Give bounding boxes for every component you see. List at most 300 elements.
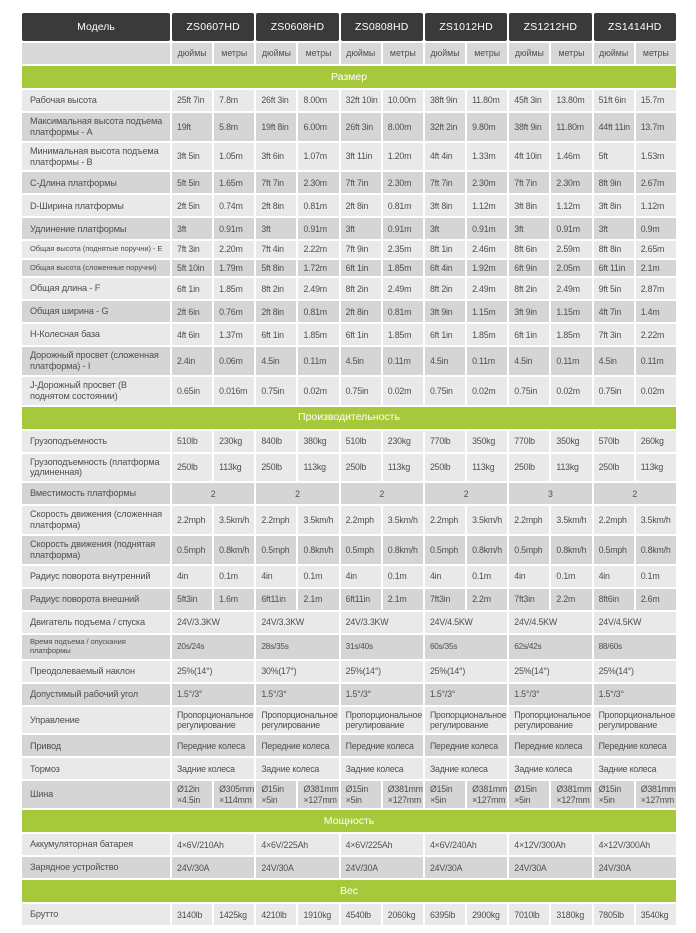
spec-value-meters: 10.00m — [383, 90, 423, 111]
spec-label: Управление — [22, 707, 170, 734]
spec-value-meters: 5.8m — [214, 113, 254, 141]
unit-header-meters: метры — [467, 43, 507, 64]
spec-value-meters: 3180kg — [551, 904, 591, 925]
spec-value-meters: 1.15m — [467, 301, 507, 322]
spec-value-meters: 1.85m — [298, 324, 338, 345]
model-name-header: ZS0607HD — [172, 13, 254, 41]
spec-label: J-Дорожный просвет (В поднятом состоянии) — [22, 377, 170, 405]
spec-value-inches: 4.5in — [425, 347, 465, 375]
spec-value-meters: 0.91m — [298, 218, 338, 239]
spec-value-inches: 2.2mph — [341, 506, 381, 534]
spec-value-inches: 6ft 9in — [509, 260, 549, 276]
spec-value-inches: Ø15in ×5in — [256, 781, 296, 808]
spec-label: Грузоподъемность (платформа удлиненная) — [22, 454, 170, 482]
spec-label: Вместимость платформы — [22, 483, 170, 504]
spec-value-meters: 0.1m — [551, 566, 591, 587]
spec-value-inches: 4.5in — [594, 347, 634, 375]
spec-value-meters: 2.46m — [467, 241, 507, 257]
spec-value: 2 — [341, 483, 423, 504]
spec-value-meters: 2.22m — [298, 241, 338, 257]
spec-value-inches: 0.75in — [256, 377, 296, 405]
spec-value: 24V/30A — [594, 857, 676, 878]
spec-label: Допустимый рабочий угол — [22, 684, 170, 705]
spec-value-meters: 0.1m — [636, 566, 676, 587]
spec-label: Удлинение платформы — [22, 218, 170, 239]
spec-value-meters: 15.7m — [636, 90, 676, 111]
spec-value: Передние колеса — [425, 735, 507, 756]
spec-value: 25%(14°) — [509, 661, 591, 682]
spec-label: C-Длина платформы — [22, 172, 170, 193]
unit-header-meters: метры — [383, 43, 423, 64]
spec-row — [22, 635, 676, 659]
spec-value-inches: 5ft 10in — [172, 260, 212, 276]
spec-value: 4×6V/225Ah — [256, 834, 338, 855]
spec-value-meters: Ø381mm ×127mm — [383, 781, 423, 808]
spec-value-meters: 3.5km/h — [214, 506, 254, 534]
spec-value-inches: 8ft 9in — [594, 172, 634, 193]
spec-row — [22, 506, 676, 534]
unit-header-meters: метры — [551, 43, 591, 64]
spec-value-meters: 0.8km/h — [636, 536, 676, 564]
spec-value-inches: 250lb — [256, 454, 296, 482]
spec-value-meters: 2.30m — [298, 172, 338, 193]
spec-row — [22, 483, 676, 504]
spec-value-inches: 510lb — [172, 431, 212, 452]
spec-value: Пропорциональное регулирование — [425, 707, 507, 734]
spec-value: 4×6V/225Ah — [341, 834, 423, 855]
spec-value-meters: 3.5km/h — [467, 506, 507, 534]
spec-value-meters: 113kg — [551, 454, 591, 482]
spec-value-inches: 3ft — [509, 218, 549, 239]
spec-value-meters: 2.1m — [636, 260, 676, 276]
spec-value: Передние колеса — [256, 735, 338, 756]
spec-value-inches: 3ft 11in — [341, 143, 381, 171]
spec-label: Дорожный просвет (сложенная платформа) - I — [22, 347, 170, 375]
spec-label: Грузоподъемность — [22, 431, 170, 452]
spec-value-meters: 0.02m — [467, 377, 507, 405]
spec-value-inches: 6ft 1in — [256, 324, 296, 345]
spec-value-inches: 3ft 8in — [594, 195, 634, 216]
spec-value-meters: 0.8km/h — [298, 536, 338, 564]
spec-value-inches: 6395lb — [425, 904, 465, 925]
spec-value-inches: 3ft — [341, 218, 381, 239]
spec-value: Задние колеса — [172, 758, 254, 779]
spec-value-meters: 2.87m — [636, 278, 676, 299]
spec-value-inches: 4in — [256, 566, 296, 587]
spec-value-inches: 3ft 5in — [172, 143, 212, 171]
spec-value-inches: 44ft 11in — [594, 113, 634, 141]
spec-value-inches: 770lb — [509, 431, 549, 452]
spec-value-meters: 0.81m — [298, 301, 338, 322]
spec-value: 24V/3.3KW — [341, 612, 423, 633]
spec-value: 24V/30A — [425, 857, 507, 878]
spec-row — [22, 90, 676, 111]
spec-value: 1.5°/3° — [341, 684, 423, 705]
spec-value-meters: 0.02m — [298, 377, 338, 405]
spec-value-inches: 3ft 9in — [509, 301, 549, 322]
spec-value-inches: 32ft 10in — [341, 90, 381, 111]
spec-value-inches: 7ft3in — [509, 589, 549, 610]
spec-value-meters: 1.72m — [298, 260, 338, 276]
spec-value-meters: 13.80m — [551, 90, 591, 111]
spec-value-meters: 0.11m — [298, 347, 338, 375]
spec-value-meters: 0.81m — [383, 195, 423, 216]
spec-row — [22, 781, 676, 808]
spec-value: 4×6V/240Ah — [425, 834, 507, 855]
spec-value-meters: 3.5km/h — [298, 506, 338, 534]
spec-value-meters: 2.1m — [298, 589, 338, 610]
spec-value-inches: 38ft 9in — [509, 113, 549, 141]
spec-value-inches: 6ft 1in — [172, 278, 212, 299]
spec-value-meters: 1.33m — [467, 143, 507, 171]
spec-value-meters: 350kg — [467, 431, 507, 452]
spec-value-inches: Ø12in ×4.5in — [172, 781, 212, 808]
spec-value-meters: 0.9m — [636, 218, 676, 239]
spec-value-meters: 0.06m — [214, 347, 254, 375]
spec-value-meters: 0.1m — [214, 566, 254, 587]
spec-row — [22, 241, 676, 257]
spec-value-inches: 0.75in — [341, 377, 381, 405]
spec-value-meters: 0.8km/h — [551, 536, 591, 564]
section-header-row — [22, 407, 676, 429]
spec-value: 24V/4.5KW — [594, 612, 676, 633]
spec-value-inches: 2.2mph — [594, 506, 634, 534]
spec-value-inches: 26ft 3in — [341, 113, 381, 141]
spec-value-inches: 7ft 9in — [341, 241, 381, 257]
spec-value-meters: 1.46m — [551, 143, 591, 171]
spec-row — [22, 113, 676, 141]
spec-value-inches: 4210lb — [256, 904, 296, 925]
spec-value-inches: 2ft 5in — [172, 195, 212, 216]
units-row — [22, 43, 676, 64]
spec-value-inches: 5ft — [594, 143, 634, 171]
spec-value-meters: Ø381mm ×127mm — [551, 781, 591, 808]
spec-label: Шина — [22, 781, 170, 808]
spec-row — [22, 707, 676, 734]
spec-value-inches: 250lb — [341, 454, 381, 482]
spec-value-meters: 1.37m — [214, 324, 254, 345]
spec-value-meters: 113kg — [214, 454, 254, 482]
spec-value-meters: 0.8km/h — [214, 536, 254, 564]
spec-value-meters: 2.20m — [214, 241, 254, 257]
spec-value-inches: 2.4in — [172, 347, 212, 375]
spec-value-meters: 1.6m — [214, 589, 254, 610]
spec-value: Задние колеса — [256, 758, 338, 779]
units-row-spacer — [22, 43, 170, 64]
spec-row — [22, 172, 676, 193]
spec-value-inches: 8ft 2in — [256, 278, 296, 299]
spec-value-meters: 0.11m — [383, 347, 423, 375]
section-header-row — [22, 810, 676, 832]
spec-label: Двигатель подъема / спуска — [22, 612, 170, 633]
spec-value-meters: 0.91m — [551, 218, 591, 239]
spec-value-meters: 2.49m — [383, 278, 423, 299]
spec-value-inches: 4ft 7in — [594, 301, 634, 322]
spec-value: 25%(14°) — [425, 661, 507, 682]
spec-label: Время подъема / опускания платформы — [22, 635, 170, 659]
spec-value-meters: 0.8km/h — [467, 536, 507, 564]
spec-value-meters: 7.8m — [214, 90, 254, 111]
spec-value-meters: 2.30m — [551, 172, 591, 193]
spec-row — [22, 195, 676, 216]
spec-value-inches: 4ft 6in — [172, 324, 212, 345]
spec-value-inches: 9ft 5in — [594, 278, 634, 299]
spec-label: Рабочая высота — [22, 90, 170, 111]
spec-label: Радиус поворота внутренний — [22, 566, 170, 587]
spec-value-meters: 2900kg — [467, 904, 507, 925]
spec-value-inches: 3140lb — [172, 904, 212, 925]
model-name-header: ZS0808HD — [341, 13, 423, 41]
spec-value-inches: 7010lb — [509, 904, 549, 925]
spec-value-inches: 4in — [172, 566, 212, 587]
spec-value: Задние колеса — [509, 758, 591, 779]
spec-value-inches: 2.2mph — [256, 506, 296, 534]
model-header-row — [22, 13, 676, 41]
spec-row — [22, 904, 676, 925]
spec-row — [22, 431, 676, 452]
spec-label: Скорость движения (сложенная платформа) — [22, 506, 170, 534]
unit-header-inches: дюймы — [425, 43, 465, 64]
spec-value: 2 — [594, 483, 676, 504]
spec-label: D-Ширина платформы — [22, 195, 170, 216]
spec-value-inches: 6ft11in — [341, 589, 381, 610]
spec-value: 20s/24s — [172, 635, 254, 659]
spec-value-meters: 1.92m — [467, 260, 507, 276]
unit-header-inches: дюймы — [172, 43, 212, 64]
spec-value-inches: 6ft 1in — [341, 260, 381, 276]
spec-value: Пропорциональное регулирование — [509, 707, 591, 734]
spec-value-inches: 8ft 8in — [594, 241, 634, 257]
spec-value-inches: 4.5in — [256, 347, 296, 375]
section-header: Мощность — [22, 810, 676, 832]
spec-value-meters: 0.81m — [298, 195, 338, 216]
spec-value-inches: 6ft 1in — [341, 324, 381, 345]
spec-value-meters: 260kg — [636, 431, 676, 452]
spec-value-inches: 8ft 2in — [341, 278, 381, 299]
spec-value-meters: 1.12m — [636, 195, 676, 216]
spec-value-meters: 0.11m — [636, 347, 676, 375]
spec-value-meters: 0.11m — [551, 347, 591, 375]
spec-value-inches: Ø15in ×5in — [341, 781, 381, 808]
unit-header-meters: метры — [298, 43, 338, 64]
spec-value-meters: 1.85m — [551, 324, 591, 345]
spec-label: Тормоз — [22, 758, 170, 779]
spec-value: 60s/35s — [425, 635, 507, 659]
spec-value: Передние колеса — [509, 735, 591, 756]
spec-value-meters: 1425kg — [214, 904, 254, 925]
spec-value-meters: 230kg — [214, 431, 254, 452]
spec-value: 24V/30A — [256, 857, 338, 878]
spec-value-meters: 13.7m — [636, 113, 676, 141]
spec-label: Максимальная высота подъема платформы - A — [22, 113, 170, 141]
spec-value-inches: 0.5mph — [425, 536, 465, 564]
spec-value-inches: 25ft 7in — [172, 90, 212, 111]
spec-value: 25%(14°) — [172, 661, 254, 682]
spec-value-meters: 1.07m — [298, 143, 338, 171]
spec-value-inches: 3ft — [425, 218, 465, 239]
spec-value-meters: 0.8km/h — [383, 536, 423, 564]
spec-row — [22, 857, 676, 878]
spec-value-inches: 7ft 7in — [256, 172, 296, 193]
spec-value-meters: 113kg — [298, 454, 338, 482]
spec-value-meters: 1.85m — [383, 324, 423, 345]
spec-value-meters: 1.15m — [551, 301, 591, 322]
spec-value-meters: 1.12m — [551, 195, 591, 216]
spec-value-meters: 2.35m — [383, 241, 423, 257]
spec-value-inches: 6ft 4in — [425, 260, 465, 276]
spec-label: Скорость движения (поднятая платформа) — [22, 536, 170, 564]
spec-row — [22, 758, 676, 779]
spec-value-inches: 840lb — [256, 431, 296, 452]
spec-value-inches: 7ft 4in — [256, 241, 296, 257]
spec-value-inches: 3ft — [594, 218, 634, 239]
spec-value: 2 — [256, 483, 338, 504]
spec-value-inches: 3ft — [172, 218, 212, 239]
spec-value-inches: 19ft — [172, 113, 212, 141]
spec-value-inches: 4ft 10in — [509, 143, 549, 171]
spec-value-inches: 250lb — [425, 454, 465, 482]
spec-value: 4×12V/300Ah — [509, 834, 591, 855]
spec-value-inches: 45ft 3in — [509, 90, 549, 111]
spec-value: 25%(14°) — [341, 661, 423, 682]
spec-value-inches: 510lb — [341, 431, 381, 452]
spec-value-inches: 250lb — [594, 454, 634, 482]
spec-value-meters: 0.91m — [467, 218, 507, 239]
spec-row — [22, 536, 676, 564]
spec-value-meters: 2.59m — [551, 241, 591, 257]
spec-value-meters: 2.30m — [383, 172, 423, 193]
spec-value-meters: 1.4m — [636, 301, 676, 322]
spec-value-meters: 2.2m — [467, 589, 507, 610]
spec-value-meters: 1.85m — [467, 324, 507, 345]
spec-value-meters: 1.05m — [214, 143, 254, 171]
spec-value-inches: 6ft11in — [256, 589, 296, 610]
spec-value: 24V/4.5KW — [425, 612, 507, 633]
spec-value: 25%(14°) — [594, 661, 676, 682]
spec-value: 30%(17°) — [256, 661, 338, 682]
spec-value: Задние колеса — [594, 758, 676, 779]
spec-value-inches: 8ft6in — [594, 589, 634, 610]
spec-value-inches: 2ft 8in — [341, 301, 381, 322]
spec-value-meters: 230kg — [383, 431, 423, 452]
unit-header-meters: метры — [214, 43, 254, 64]
spec-value-inches: 51ft 6in — [594, 90, 634, 111]
spec-value-inches: 32ft 2in — [425, 113, 465, 141]
spec-value-inches: 5ft 5in — [172, 172, 212, 193]
spec-table — [20, 11, 678, 927]
spec-value-meters: 2.2m — [551, 589, 591, 610]
spec-value-meters: 2060kg — [383, 904, 423, 925]
spec-value: Пропорциональное регулирование — [341, 707, 423, 734]
spec-value-inches: 7ft 7in — [425, 172, 465, 193]
spec-value-inches: 2.2mph — [509, 506, 549, 534]
spec-value-meters: 2.49m — [551, 278, 591, 299]
spec-value-meters: 0.91m — [214, 218, 254, 239]
spec-value-inches: 0.75in — [509, 377, 549, 405]
spec-value-meters: Ø381mm ×127mm — [636, 781, 676, 808]
unit-header-inches: дюймы — [594, 43, 634, 64]
spec-value-inches: 19ft 8in — [256, 113, 296, 141]
section-header-row — [22, 66, 676, 88]
spec-value: 24V/3.3KW — [256, 612, 338, 633]
spec-value: 2 — [425, 483, 507, 504]
spec-value: 31s/40s — [341, 635, 423, 659]
spec-value-inches: 0.5mph — [256, 536, 296, 564]
model-name-header: ZS0608HD — [256, 13, 338, 41]
spec-value-meters: 0.1m — [467, 566, 507, 587]
spec-label: Брутто — [22, 904, 170, 925]
spec-value-inches: 5ft 8in — [256, 260, 296, 276]
spec-value-meters: Ø305mm ×114mm — [214, 781, 254, 808]
spec-value-inches: 3ft 8in — [425, 195, 465, 216]
spec-value: 3 — [509, 483, 591, 504]
spec-value-meters: 3540kg — [636, 904, 676, 925]
spec-row — [22, 260, 676, 276]
spec-value-inches: 7ft 7in — [341, 172, 381, 193]
spec-value: 4×12V/300Ah — [594, 834, 676, 855]
spec-value-inches: 3ft 9in — [425, 301, 465, 322]
spec-row — [22, 612, 676, 633]
spec-value-meters: 0.016m — [214, 377, 254, 405]
spec-row — [22, 735, 676, 756]
spec-row — [22, 347, 676, 375]
model-name-header: ZS1212HD — [509, 13, 591, 41]
spec-value: 1.5°/3° — [509, 684, 591, 705]
spec-value-inches: 7805lb — [594, 904, 634, 925]
spec-value-meters: 1.20m — [383, 143, 423, 171]
spec-value-inches: 2ft 8in — [341, 195, 381, 216]
spec-label: Привод — [22, 735, 170, 756]
spec-label: Общая ширина - G — [22, 301, 170, 322]
spec-value-inches: 2.2mph — [425, 506, 465, 534]
spec-row — [22, 684, 676, 705]
spec-value-meters: 3.5km/h — [636, 506, 676, 534]
spec-value-meters: 113kg — [383, 454, 423, 482]
spec-value-meters: 9.80m — [467, 113, 507, 141]
spec-value-meters: 3.5km/h — [383, 506, 423, 534]
spec-value-inches: 7ft 3in — [172, 241, 212, 257]
spec-value: Задние колеса — [425, 758, 507, 779]
spec-value-meters: 2.49m — [467, 278, 507, 299]
spec-value-inches: 2ft 6in — [172, 301, 212, 322]
spec-value-inches: 6ft 1in — [425, 324, 465, 345]
spec-label: Аккумуляторная батарея — [22, 834, 170, 855]
spec-value-inches: 4in — [341, 566, 381, 587]
spec-value: 1.5°/3° — [256, 684, 338, 705]
model-name-header: ZS1012HD — [425, 13, 507, 41]
spec-value-inches: 2.2mph — [172, 506, 212, 534]
spec-value-inches: 26ft 3in — [256, 90, 296, 111]
spec-value-meters: 11.80m — [551, 113, 591, 141]
spec-value: Передние колеса — [594, 735, 676, 756]
spec-value-meters: 380kg — [298, 431, 338, 452]
spec-label: Общая высота (поднятые поручни) - E — [22, 241, 170, 257]
spec-label: Зарядное устройство — [22, 857, 170, 878]
section-header-row — [22, 880, 676, 902]
spec-row — [22, 661, 676, 682]
spec-row — [22, 566, 676, 587]
section-header: Размер — [22, 66, 676, 88]
spec-value-inches: 6ft 11in — [594, 260, 634, 276]
spec-value-inches: Ø15in ×5in — [594, 781, 634, 808]
spec-value-inches: 2ft 8in — [256, 301, 296, 322]
unit-header-inches: дюймы — [509, 43, 549, 64]
spec-value-meters: 1.12m — [467, 195, 507, 216]
spec-row — [22, 301, 676, 322]
section-header: Вес — [22, 880, 676, 902]
spec-value-inches: Ø15in ×5in — [509, 781, 549, 808]
spec-value-inches: 770lb — [425, 431, 465, 452]
